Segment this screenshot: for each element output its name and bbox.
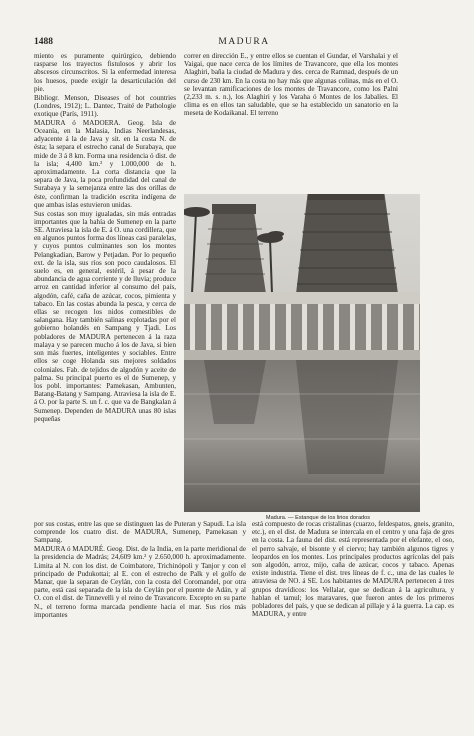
- left-column: [34, 52, 176, 520]
- bottom-left-column: [34, 520, 246, 718]
- paragraph: por sus costas, entre las que se distinguen las de Puteran y Sapudi. La isla comprende los cuatro dist. de MADURA, Sumenep, Pamekasan y Sampang.: [34, 520, 246, 545]
- bottom-right-column: [252, 520, 454, 718]
- paragraph: MADURA ó MADURÉ. Geog. Dist. de la India, en la parte meridional de la presidencia de Madrás; 24,609 km.² y 2.650,000 h. aproximadamente. Limita al N. con los dist. de Coimbatore, Trichinópoli y Tanjor y con el principado de Pudukottai; al E. con el estrecho de Palk y el golfo de Manar, que la separan de Ceylán, con la costa del Coromandel, por otra parte, está casi separada de la isla de Ceylán por el puente de Adán, y al O. con el dist. de Tinnevelli y el reino de Travancore. Excepto en su parte N., el terreno forma marcada pendiente hacia el mar. Sus ríos más importantes: [34, 545, 246, 619]
- photo-caption: Madura. — Estanque de los lirios dorados: [265, 515, 371, 521]
- paragraph: miento es puramente quirúrgico, debiendo rasparse los trayectos fistulosos y abrir los abscesos circunscritos. Si la enfermedad interesa los huesos, puede exigir la desarticulación del pie.: [34, 52, 176, 93]
- paragraph: correr en dirección E., y entre ellos se cuentan el Gundar, el Varshalai y el Vaigai, que nace cerca de los límites de Travancore, que ella los montes Alaghiri, baña la ciudad de Madura y des. cerca de Ramnad, después de un curso de 230 km. En la costa no hay más que algunas colinas, más en el O. se levantan ramificaciones de los montes de Travancore, como los Palni (2,233 m. s. n.), los Alaghiri y los Varaha ó Montes de los Jabalíes. El clima es en ellos tan saludable, que se ha establecido un sanatorio en la meseta de Kodaikanal. El terreno: [184, 52, 398, 118]
- right-column: [184, 52, 398, 192]
- page-title: MADURA: [218, 37, 270, 47]
- page-header: [34, 36, 454, 48]
- paragraph: MADURA ó MADOERA. Geog. Isla de Oceanía, en la Malasia, Indias Neerlandesas, adyacente á la de Java y sit. en la costa N. de ésta; la separa el estrecho canal de Surabaya, que mide de 3 á 8 km. Forma una residencia ó dist. de la isla; 4,400 km.² y 1.000,000 de h. aproximadamente. La corta distancia que la separa de Java, la poca profundidad del canal de Surabaya y la semejanza entre las dos orillas de éste, confirman la tradición escrita indígena de que ambas islas estuvieron unidas.: [34, 118, 176, 209]
- paragraph: Bibliogr. Menson, Diseases of hot countries (Londres, 1912); L. Dantec, Traité de Pathologie exotique (París, 1911).: [34, 93, 176, 119]
- paragraph: está compuesto de rocas cristalinas (cuarzo, feldespatos, gneis, granito, etc.), en el dist. de Madura se intercala en el centro y una faja de gres en la costa. La fauna del dist. está representada por el elefante, el oso, el perro salvaje, el bisonte y el ciervo; hay también algunos tigres y leopardos en los montes. Los principales productos agrícolas del país son algodón, arroz, mijo, caña de azúcar, cocos y tabaco. Apenas existe industria. Tiene el dist. tres líneas de f. c., una de las cuales le atraviesa de NO. á SE. Los habitantes de MADURA pertenecen á tres grupos dravídicos: los Vellalar, que se dedican á la agricultura, y hablan el tamul; los maravares, que fueron antes de los primeros pobladores del país, y que se dedican al pillaje y á la guerra. La cap. es MADURA, y entre: [252, 520, 454, 619]
- temple-pond-illustration: [184, 194, 420, 512]
- paragraph: Sus costas son muy igualadas, sin más entradas importantes que la bahía de Sumenep en la parte SE. Atraviesa la isla de E. á O. una cordillera, que en algunos puntos forma dos líneas casi paralelas, y cuyos puntos culminantes son los montes Pelangkadian, Barow y Petjadan. Por lo pequeño ext. de la isla, sus ríos son poco caudalosos. El suelo es, en general, estéril, á pesar de la abundancia de agua corriente y de lluvia; produce arroz en cantidad inferior al consumo del país, algodón, café, caña de azúcar, cocos, pimienta y tabaco. En las costas abunda la pesca, y cerca de ellas se recogen los nidos comestibles de salangana. Hay también salinas explotadas por el gobierno holandés en Sampang y Tjadi. Los pobladores de MADURA pertenecen á la raza malaya y se parecen mucho á los de Java, si bien son más fuertes, inteligentes y sociables. Entre ellos se coge Holanda sus mejores soldados coloniales. Fab. de tejidos de algodón y aceite de palma. Su principal puerto es el de Sumenep, y los pobl. importantes: Pamekasan, Ambunten, Batang-Batang y Sampang. Atraviesa la isla de E. á O. por la parte S. un f. c. que va de Bangkalan á Sumenep. Dependen de MADURA unas 80 islas pequeñas: [34, 209, 176, 423]
- temple-pond-photo: [184, 194, 420, 512]
- page-number: 1488: [34, 37, 53, 47]
